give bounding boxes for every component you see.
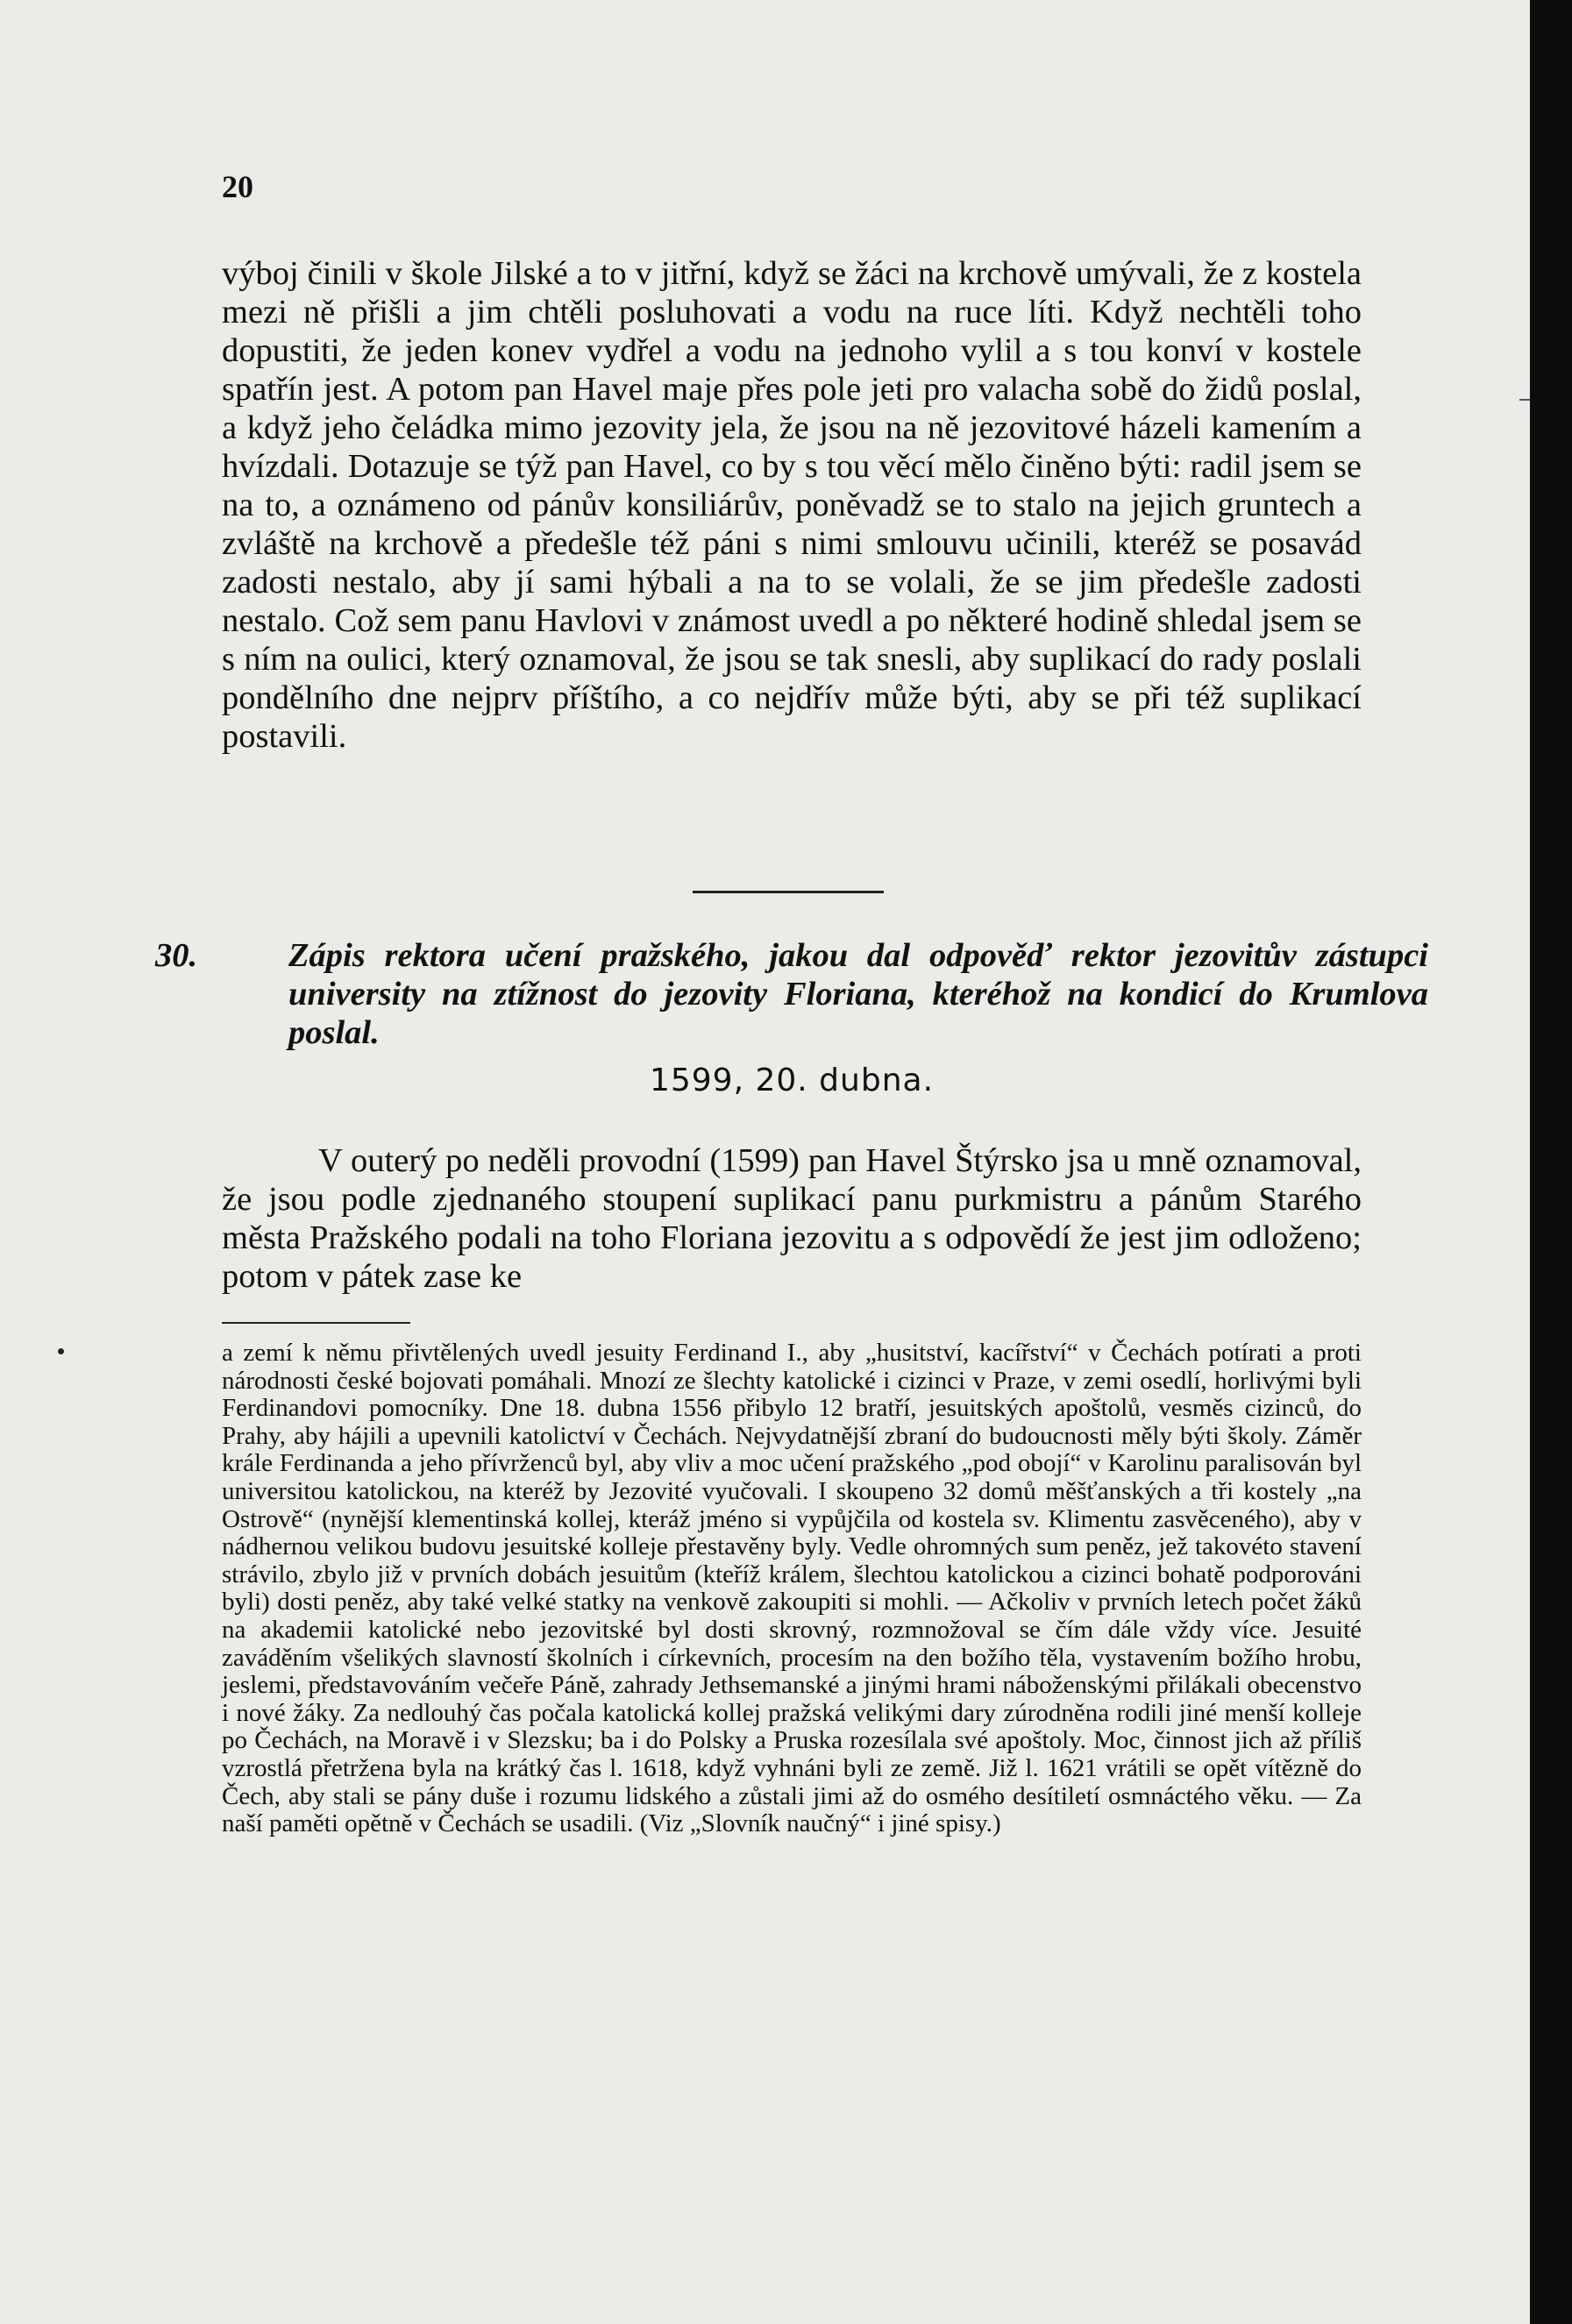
page-number: 20 — [222, 169, 253, 204]
body-paragraph-2: V outerý po neděli provodní (1599) pan Havel Štýrsko jsa u mně oznamoval, že jsou podle zjednaného stoupení suplikací panu purkmistru a pánům Starého města Pražského podali na toho Floriana jezovitu a s odpovědí že jest jim odloženo; potom v pátek zase ke — [222, 1142, 1362, 1295]
section-date: 1599, 20. dubna. — [649, 1063, 935, 1098]
section-divider — [693, 891, 884, 893]
footnote: a zemí k němu přivtělených uvedl jesuity Ferdinand I., aby „husitství, kacířství“ v Čechách potírati a proti národnosti české bojovati pomáhali. Mnozí ze šlechty katolické i cizinci v Praze, v zemi osedlí, horlivými byli Ferdinandovi pomocníky. Dne 18. dubna 1556 přibylo 12 bratří, jesuitských apoštolů, vesměs cizinců, do Prahy, aby hájili a upevnili katolictví v Čechách. Nejvydatnější zbraní do budoucnosti měly býti školy. Záměr krále Ferdinanda a jeho přívrženců byl, aby vliv a moc učení pražského „pod obojí“ v Karolinu paralisován byl universitou katolickou, na kteréž by Jezovité vyučovali. I skoupeno 32 domů měšťanských a tři kostely „na Ostrově“ (nynější klementinská kollej, kteráž jméno si vypůjčila od kostela sv. Klimentu zasvěceného), aby v nádhernou velikou budovu jesuitské kolleje přestavěny byly. Vedle ohromných sum peněz, jež takovéto stavení strávilo, zbylo již v prvních dobách jesuitům (kteříž králem, šlechtou katolickou a cizinci bohatě podporováni byli) dosti peněz, aby také velké statky na venkově zakoupiti si mohli. — Ačkoliv v prvních letech počet žáků na akademii katolické nebo jezovitské byl dosti skrovný, rozmnožoval se čím dále vždy více. Jesuité zaváděním všelikých slavností školních i církevních, procesím na den božího těla, vystavením božího hrobu, jeslemi, představováním večeře Páně, zahrady Jethsemanské a jinými hrami náboženskými přilákali obecenstvo i nové žáky. Za nedlouhý čas počala katolická kollej pražská velikými dary zúrodněna rodili jiné menší kolleje po Čechách, na Moravě i v Slezsku; ba i do Polsky a Pruska rozesílala své apoštoly. Moc, činnost jich až příliš vzrostlá přetržena byla na krátký čas l. 1618, když vyhnáni byli ze země. Již l. 1621 vrátili se opět vítězně do Čech, aby stali se pány duše i rozumu lidského a zůstali jimi až do osmého desítiletí osmnáctého věku. — Za naší paměti opětně v Čechách se usadili. (Viz „Slovník naučný“ i jiné spisy.) — [222, 1339, 1362, 1838]
section-heading-text: Zápis rektora učení pražského, jakou dal odpověď rektor jezovitův zástupci university na ztížnost do jezovity Floriana, kteréhož na kondicí do Krumlova poslal. — [288, 937, 1428, 1051]
footnote-rule — [222, 1322, 410, 1324]
section-heading — [155, 936, 1428, 1052]
body-paragraph-1: výboj činili v škole Jilské a to v jitřní, když se žáci na krchově umývali, že z kostela mezi ně přišli a jim chtěli posluhovati a vodu na ruce líti. Když nechtěli toho dopustiti, že jeden konev vydřel a vodu na jednoho vylil a s tou konví v kostele spatřín jest. A potom pan Havel maje přes pole jeti pro valacha sobě do židů poslal, a když jeho čeládka mimo jezovity jela, že jsou na ně jezovitové házeli kamením a hvízdali. Dotazuje se týž pan Havel, co by s tou věcí mělo činěno býti: radil jsem se na to, a oznámeno od pánův konsiliárův, poněvadž se to stalo na jejich gruntech a zvláště na krchově a předešle též páni s nimi smlouvu učinili, kteréž se posavád zadosti nestalo, aby jí sami hýbali a na to se volali, že se jim předešle zadosti nestalo. Což sem panu Havlovi v známost uvedl a po některé hodině shledal jsem se s ním na oulici, který oznamoval, že jsou se tak snesli, aby suplikací do rady poslali pondělního dne nejprv příštího, a co nejdřív může býti, aby se při též suplikací postavili. — [222, 255, 1362, 755]
scan-edge — [1530, 0, 1572, 2324]
margin-mark — [1519, 399, 1530, 401]
section-number: 30. — [155, 937, 198, 974]
margin-dot — [58, 1348, 64, 1354]
